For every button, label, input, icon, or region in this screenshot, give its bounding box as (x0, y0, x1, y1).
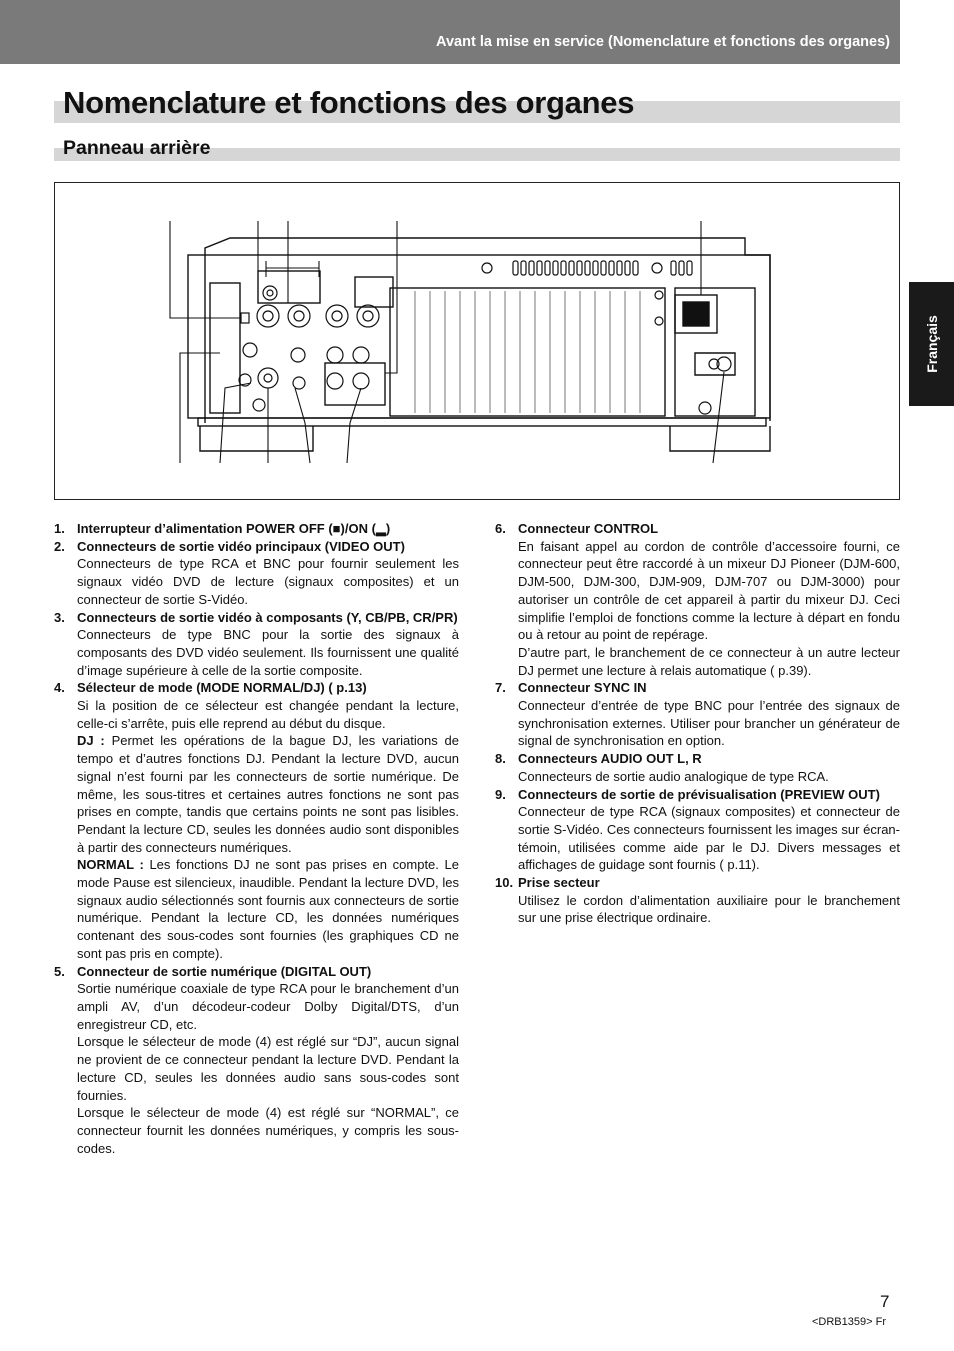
list-item (54, 963, 459, 1158)
item-text: Lorsque le sélecteur de mode (4) est réglé sur “NORMAL”, ce connecteur fournit les données numériques, y compris les sous-codes. (77, 1105, 459, 1156)
item-number: 10. (495, 875, 514, 891)
item-number: 5. (54, 963, 65, 979)
section-title (54, 137, 900, 163)
list-item (54, 538, 459, 609)
list-item (495, 750, 900, 785)
item-text: Connecteurs de type RCA et BNC pour fournir seulement les signaux vidéo DVD de lecture (signaux composites) et un connecteur de sortie S-Vidéo. (77, 556, 459, 607)
item-text: Si la position de ce sélecteur est changée pendant la lecture, celle-ci s’arrête, puis elle reprend au début du disque. (77, 698, 459, 731)
section-title-text: Panneau arrière (63, 137, 211, 159)
item-number: 2. (54, 538, 65, 554)
item-title: Prise secteur (518, 875, 600, 891)
item-title: Connecteurs de sortie vidéo à composants (Y, CB/PB, CR/PR) (77, 609, 458, 625)
language-tab-label: Français (923, 315, 940, 373)
rear-panel-illustration (55, 183, 901, 501)
item-number: 4. (54, 680, 65, 696)
header-title: Avant la mise en service (Nomenclature et fonctions des organes) (436, 34, 890, 50)
list-item (495, 874, 900, 927)
page-title (54, 85, 900, 125)
item-text: Lorsque le sélecteur de mode (4) est réglé sur “DJ”, aucun signal ne provient de ce connecteur pendant la lecture DVD. Pendant la lecture CD, seules les données audio sans sous-codes sont fournies. (77, 1034, 459, 1103)
rear-panel-figure (54, 182, 900, 500)
item-title: Interrupteur d’alimentation POWER OFF (■)/ON (▂) (77, 521, 391, 536)
item-title: Connecteur CONTROL (518, 521, 659, 536)
document-code: <DRB1359> Fr (812, 1316, 886, 1328)
list-item (54, 609, 459, 680)
right-column (495, 520, 900, 927)
item-text: Sortie numérique coaxiale de type RCA pour le branchement d’un ampli AV, d’un décodeur-codeur Dolby Digital/DTS, d’un enregistreur CD, etc. (77, 981, 459, 1032)
item-text-dj: DJ : Permet les opérations de la bague DJ, les variations de tempo et d’autres fonctions DJ. Pendant la lecture DVD, aucun signal n’est fourni par les connecteurs de sortie numérique. De même, les sous-titres et certaines autres fonctions ne sont pas prises en compte, tandis que certains points ne sont pas lisibles. Pendant la lecture CD, seules les données audio sont disponibles à partir des connecteurs numériques. (77, 733, 459, 855)
item-text: Connecteur de type RCA (signaux composites) et connecteur de sortie S-Vidéo. Ces connecteurs fournissent les images sur écran-témoin, utilisées comme aide par le DJ. Divers messages et affichages de guidage sont fournis ( p.11). (518, 804, 900, 873)
item-title: Connecteurs de sortie vidéo principaux (VIDEO OUT) (77, 538, 405, 554)
item-text: Connecteurs de sortie audio analogique de type RCA. (518, 768, 829, 784)
item-number: 1. (54, 521, 65, 536)
item-number: 8. (495, 751, 506, 767)
item-text: Utilisez le cordon d’alimentation auxiliaire pour le branchement sur une prise électrique ordinaire. (518, 892, 900, 926)
header-bar (0, 0, 900, 64)
item-title: Connecteurs AUDIO OUT L, R (518, 751, 702, 767)
item-text: Connecteurs de type BNC pour la sortie des signaux à composants des DVD vidéo seulement. Ils fournissent une qualité d’image supérieure à celle de la sortie composite. (77, 627, 459, 678)
item-number: 7. (495, 680, 506, 696)
item-number: 6. (495, 521, 506, 536)
page-title-text: Nomenclature et fonctions des organes (63, 85, 635, 120)
item-text: Connecteur d’entrée de type BNC pour l’entrée des signaux de synchronisation externes. Utiliser pour brancher un générateur de signal de synchronisation en option. (518, 698, 900, 749)
language-tab (909, 282, 954, 406)
list-item (495, 520, 900, 679)
list-item (54, 679, 459, 962)
item-number: 9. (495, 786, 506, 802)
item-text-normal: NORMAL : Les fonctions DJ ne sont pas prises en compte. Le mode Pause est silencieux, inaudible. Pendant la lecture DVD, les signaux audio sélectionnés sont fournis aux connecteurs de sortie numérique. Pendant la lecture CD, les données numériques contenant des sous-codes sont fournies (les graphiques CD ne sont pas pris en compte). (77, 857, 460, 961)
item-title: Connecteur SYNC IN (518, 680, 647, 696)
left-column (54, 520, 459, 1157)
item-title: Connecteurs de sortie de prévisualisation (PREVIEW OUT) (518, 786, 880, 802)
item-text: En faisant appel au cordon de contrôle d’accessoire fourni, ce connecteur peut être raccordé à un mixeur DJ Pioneer (DJM-600, DJM-500, DJM-300, DJM-909, DJM-707 ou DJM-3000) pour autoriser un contrôle de cet appareil à partir du mixeur DJ. Ceci simplifie l’emploi de fonctions comme la lecture à départ en fondu ou à retour au point de repérage. (518, 538, 900, 643)
list-item (495, 679, 900, 750)
item-number: 3. (54, 609, 65, 625)
item-text: D’autre part, le branchement de ce connecteur à un autre lecteur DJ permet une lecture à relais automatique ( p.39). (518, 644, 900, 678)
item-title: Connecteur de sortie numérique (DIGITAL OUT) (77, 963, 372, 979)
item-title: Sélecteur de mode (MODE NORMAL/DJ) ( p.13) (77, 680, 367, 696)
list-item (495, 786, 900, 875)
page-number: 7 (880, 1292, 890, 1311)
list-item (54, 520, 459, 538)
